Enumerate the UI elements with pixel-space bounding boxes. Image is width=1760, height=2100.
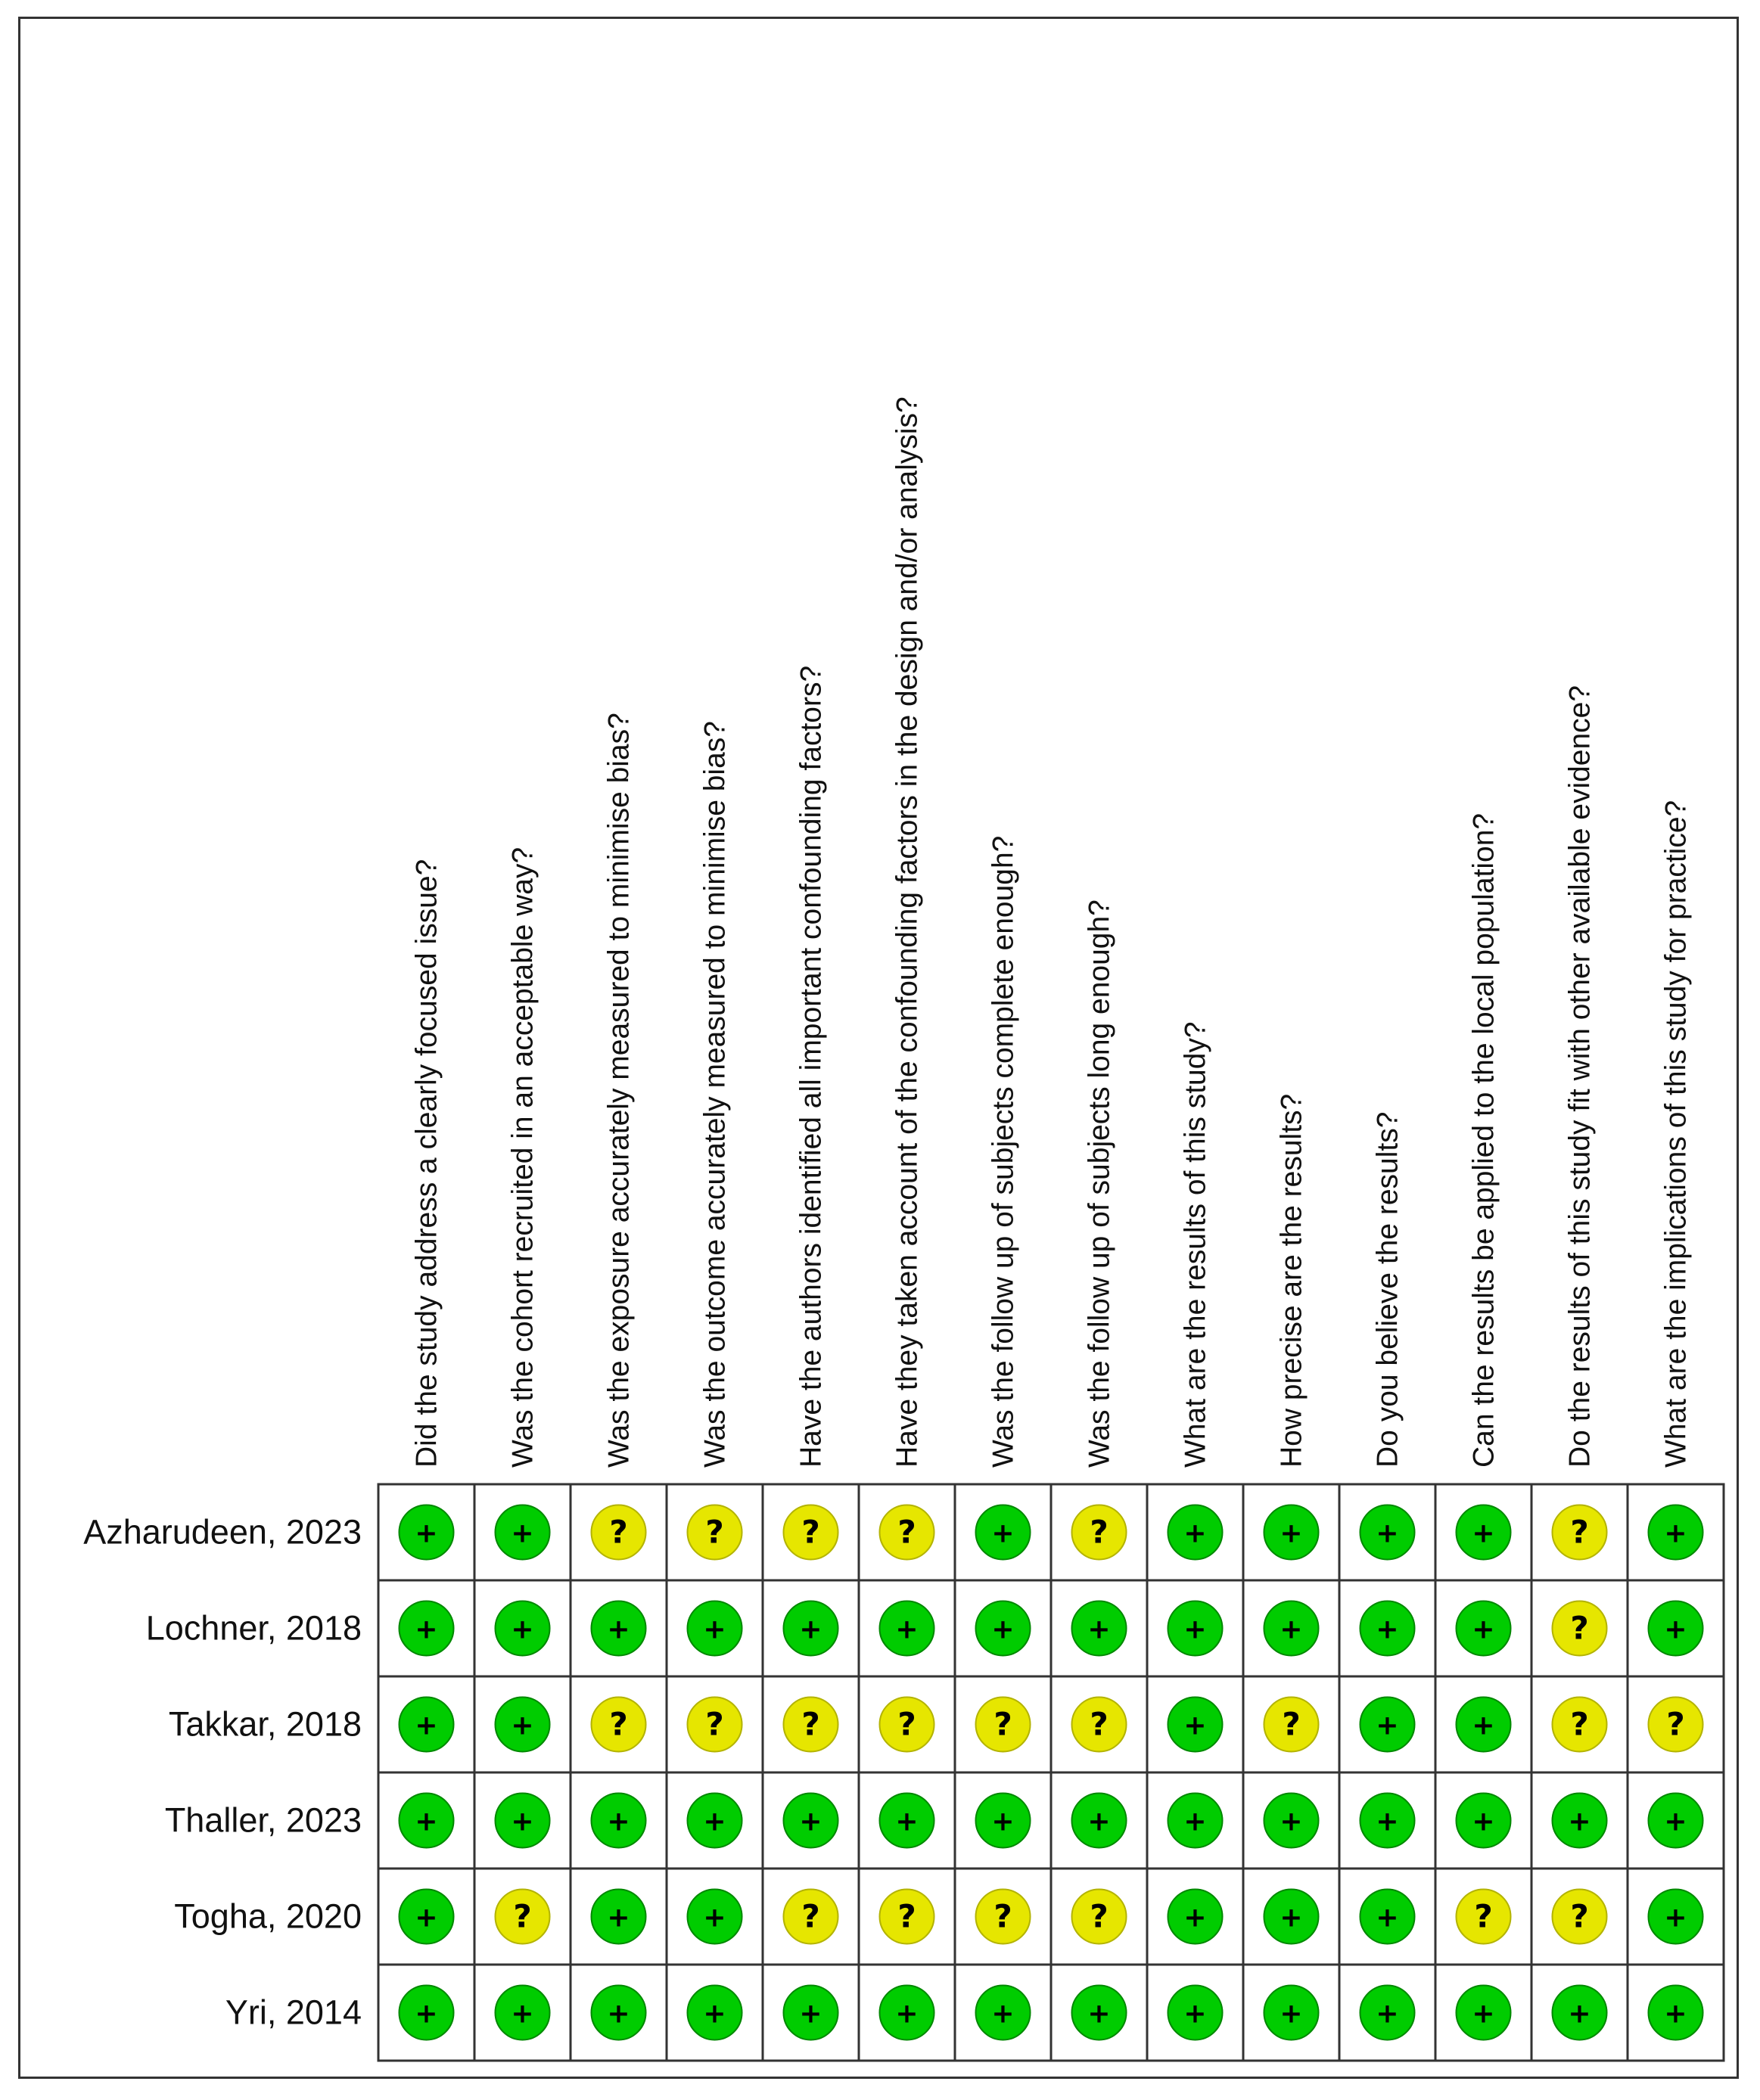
question-symbol: ? <box>1570 1609 1589 1647</box>
row-label-study: Yri, 2014 <box>225 1993 362 2032</box>
plus-symbol: + <box>991 1614 1015 1645</box>
question-symbol: ? <box>801 1513 820 1551</box>
question-symbol: ? <box>1570 1705 1589 1743</box>
plus-symbol: + <box>1280 1902 1303 1934</box>
column-header-q10: How precise are the results? <box>1275 1093 1308 1468</box>
row-label-study: Takkar, 2018 <box>168 1704 362 1744</box>
plus-symbol: + <box>799 1806 822 1837</box>
plus-symbol: + <box>511 1518 534 1549</box>
column-header-q4: Was the outcome accurately measured to minimise bias? <box>698 721 732 1468</box>
question-symbol: ? <box>513 1897 532 1935</box>
plus-symbol: + <box>1087 1998 1111 2030</box>
plus-symbol: + <box>991 1806 1015 1837</box>
question-symbol: ? <box>1282 1705 1301 1743</box>
plus-symbol: + <box>1376 1710 1399 1741</box>
plus-symbol: + <box>1568 1998 1591 2030</box>
plus-symbol: + <box>703 1614 726 1645</box>
plus-symbol: + <box>1183 1806 1207 1837</box>
column-header-q9: What are the results of this study? <box>1179 1021 1212 1468</box>
plus-symbol: + <box>1183 1614 1207 1645</box>
plus-symbol: + <box>1472 1614 1495 1645</box>
plus-symbol: + <box>895 1806 919 1837</box>
question-symbol: ? <box>801 1705 820 1743</box>
plus-symbol: + <box>1183 1902 1207 1934</box>
plus-symbol: + <box>607 1998 630 2030</box>
column-header-q5: Have the authors identified all important confounding factors? <box>794 665 828 1468</box>
plus-symbol: + <box>703 1998 726 2030</box>
plus-symbol: + <box>991 1998 1015 2030</box>
plus-symbol: + <box>1087 1614 1111 1645</box>
plus-symbol: + <box>1376 1518 1399 1549</box>
plus-symbol: + <box>1183 1998 1207 2030</box>
question-symbol: ? <box>1090 1705 1109 1743</box>
question-symbol: ? <box>705 1513 724 1551</box>
row-label-study: Lochner, 2018 <box>145 1608 362 1648</box>
question-symbol: ? <box>1090 1897 1109 1935</box>
row-label-study: Togha, 2020 <box>174 1897 362 1936</box>
plus-symbol: + <box>1664 1902 1687 1934</box>
question-symbol: ? <box>993 1705 1012 1743</box>
plus-symbol: + <box>799 1614 822 1645</box>
question-symbol: ? <box>609 1705 628 1743</box>
plus-symbol: + <box>415 1614 438 1645</box>
plus-symbol: + <box>511 1806 534 1837</box>
plus-symbol: + <box>1376 1806 1399 1837</box>
plus-symbol: + <box>511 1998 534 2030</box>
plus-symbol: + <box>1376 1902 1399 1934</box>
plus-symbol: + <box>1280 1998 1303 2030</box>
column-header-q2: Was the cohort recruited in an acceptable way? <box>506 847 540 1468</box>
column-header-q13: Do the results of this study fit with other available evidence? <box>1563 685 1597 1468</box>
plus-symbol: + <box>607 1902 630 1934</box>
column-header-q1: Did the study address a clearly focused issue? <box>410 859 443 1468</box>
plus-symbol: + <box>1376 1998 1399 2030</box>
plus-symbol: + <box>1280 1806 1303 1837</box>
question-symbol: ? <box>897 1897 916 1935</box>
plus-symbol: + <box>607 1806 630 1837</box>
plus-symbol: + <box>1664 1518 1687 1549</box>
question-symbol: ? <box>1570 1513 1589 1551</box>
plus-symbol: + <box>415 1806 438 1837</box>
question-symbol: ? <box>705 1705 724 1743</box>
plus-symbol: + <box>895 1998 919 2030</box>
question-symbol: ? <box>1474 1897 1493 1935</box>
plus-symbol: + <box>991 1518 1015 1549</box>
plus-symbol: + <box>415 1998 438 2030</box>
plus-symbol: + <box>1472 1998 1495 2030</box>
plus-symbol: + <box>1568 1806 1591 1837</box>
question-symbol: ? <box>993 1897 1012 1935</box>
plus-symbol: + <box>1280 1614 1303 1645</box>
column-header-q8: Was the follow up of subjects long enough? <box>1083 899 1116 1468</box>
column-header-q14: What are the implications of this study for practice? <box>1659 800 1693 1468</box>
column-header-q12: Can the results be applied to the local population? <box>1467 812 1500 1468</box>
plus-symbol: + <box>1664 1998 1687 2030</box>
plus-symbol: + <box>415 1902 438 1934</box>
plus-symbol: + <box>511 1710 534 1741</box>
question-symbol: ? <box>897 1513 916 1551</box>
plus-symbol: + <box>1472 1710 1495 1741</box>
plus-symbol: + <box>415 1518 438 1549</box>
plus-symbol: + <box>1376 1614 1399 1645</box>
column-header-q6: Have they taken account of the confounding factors in the design and/or analysis? <box>891 396 924 1468</box>
plus-symbol: + <box>1087 1806 1111 1837</box>
plus-symbol: + <box>1183 1518 1207 1549</box>
column-header-q3: Was the exposure accurately measured to minimise bias? <box>602 713 636 1468</box>
plus-symbol: + <box>703 1902 726 1934</box>
plus-symbol: + <box>1664 1806 1687 1837</box>
plus-symbol: + <box>1183 1710 1207 1741</box>
question-symbol: ? <box>1570 1897 1589 1935</box>
plus-symbol: + <box>1280 1518 1303 1549</box>
question-symbol: ? <box>1090 1513 1109 1551</box>
column-header-q11: Do you believe the results? <box>1371 1111 1404 1468</box>
question-symbol: ? <box>897 1705 916 1743</box>
question-symbol: ? <box>609 1513 628 1551</box>
question-symbol: ? <box>1666 1705 1685 1743</box>
plus-symbol: + <box>1472 1518 1495 1549</box>
column-header-q7: Was the follow up of subjects complete enough? <box>987 835 1020 1468</box>
plus-symbol: + <box>1472 1806 1495 1837</box>
row-label-study: Thaller, 2023 <box>164 1800 362 1840</box>
plus-symbol: + <box>511 1614 534 1645</box>
question-symbol: ? <box>801 1897 820 1935</box>
plus-symbol: + <box>799 1998 822 2030</box>
plus-symbol: + <box>607 1614 630 1645</box>
row-label-study: Azharudeen, 2023 <box>83 1512 362 1552</box>
plus-symbol: + <box>415 1710 438 1741</box>
plus-symbol: + <box>895 1614 919 1645</box>
plus-symbol: + <box>1664 1614 1687 1645</box>
plus-symbol: + <box>703 1806 726 1837</box>
